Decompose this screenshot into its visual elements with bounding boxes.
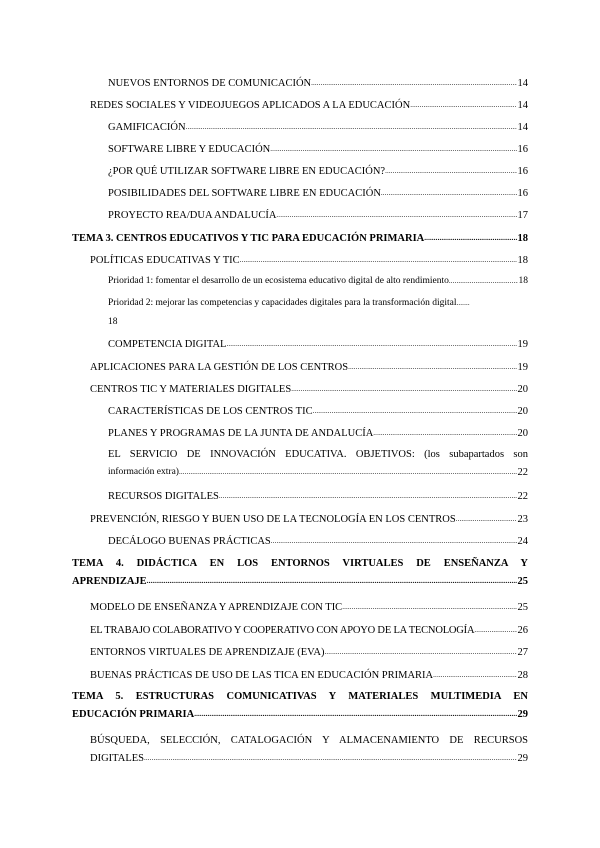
toc-page-number: 16	[517, 188, 528, 199]
toc-entry-title: ENTORNOS VIRTUALES DE APRENDIZAJE (EVA)	[90, 647, 325, 658]
toc-entry-title: Prioridad 2: mejorar las competencias y capacidades digitales para la transformación digital	[108, 298, 457, 308]
toc-page-number: 14	[517, 122, 528, 133]
toc-page-number: 29	[517, 709, 528, 720]
toc-entry-gamificacion[interactable]	[72, 120, 528, 134]
toc-page-number: 27	[517, 647, 528, 658]
toc-entry-servicio-innovacion[interactable]	[72, 448, 528, 479]
toc-leader-dots	[410, 98, 516, 112]
toc-leader-dots	[456, 512, 517, 526]
toc-leader-dots	[226, 337, 516, 351]
toc-entry-title: CARACTERÍSTICAS DE LOS CENTROS TIC	[108, 406, 313, 417]
toc-entry-title-line1: EL SERVICIO DE INNOVACIÓN EDUCATIVA. OBJETIVOS: (los subapartados son	[108, 449, 528, 460]
toc-entry-prioridad-2[interactable]	[72, 297, 528, 329]
toc-entry-planes-programas[interactable]	[72, 426, 528, 440]
toc-entry-buenas-practicas-tica[interactable]	[72, 668, 528, 682]
toc-entry-title: NUEVOS ENTORNOS DE COMUNICACIÓN	[108, 78, 312, 89]
toc-page-number: 25	[517, 602, 528, 613]
toc-entry-title: GAMIFICACIÓN	[108, 122, 186, 133]
toc-entry-por-que-software-libre[interactable]	[72, 164, 528, 178]
toc-leader-dots	[271, 534, 517, 548]
toc-leader-dots	[291, 382, 516, 396]
toc-page-number: 20	[517, 406, 528, 417]
toc-entry-posibilidades-software-libre[interactable]	[72, 186, 528, 200]
toc-page-number: 25	[517, 576, 528, 587]
toc-page-number: 22	[517, 467, 528, 478]
toc-entry-aplicaciones-gestion[interactable]	[72, 360, 528, 374]
toc-entry-title: DECÁLOGO BUENAS PRÁCTICAS	[108, 536, 271, 547]
toc-page-number: 16	[517, 166, 528, 177]
toc-leader-dots	[373, 426, 516, 440]
toc-leader-dots	[342, 600, 516, 614]
toc-page-number: 18	[108, 317, 118, 327]
toc-page-number: 14	[517, 78, 528, 89]
toc-leader-dots	[219, 489, 517, 503]
toc-page-number: 18	[517, 233, 528, 244]
toc-leader-dots	[270, 142, 516, 156]
toc-entry-tema-4[interactable]	[72, 557, 528, 588]
toc-entry-entornos-virtuales[interactable]	[72, 645, 528, 659]
toc-leader-dots	[424, 231, 516, 245]
toc-entry-decalogo[interactable]	[72, 534, 528, 548]
toc-leader-dots	[385, 164, 516, 178]
toc-entry-modelo-ensenanza[interactable]	[72, 600, 528, 614]
toc-entry-centros-tic[interactable]	[72, 382, 528, 396]
toc-entry-redes-sociales[interactable]	[72, 98, 528, 112]
toc-page-number: 22	[517, 491, 528, 502]
toc-entry-politicas-educativas[interactable]	[72, 253, 528, 267]
toc-leader-dots	[348, 360, 516, 374]
toc-page-number: 14	[517, 100, 528, 111]
toc-entry-title: Prioridad 1: fomentar el desarrollo de un ecosistema educativo digital de alto rendimiento	[108, 276, 449, 286]
toc-leader-dots	[456, 297, 470, 310]
toc-leader-dots	[474, 623, 516, 637]
toc-entry-nuevos-entornos[interactable]	[72, 76, 528, 90]
toc-entry-title: PLANES Y PROGRAMAS DE LA JUNTA DE ANDALUCÍA	[108, 428, 374, 439]
toc-page-number: 20	[517, 428, 528, 439]
toc-page-number: 29	[517, 753, 528, 764]
toc-leader-dots	[194, 707, 516, 721]
toc-leader-dots	[381, 186, 517, 200]
toc-entry-title-line1: TEMA 4. DIDÁCTICA EN LOS ENTORNOS VIRTUALES DE ENSEÑANZA Y	[72, 558, 528, 569]
toc-entry-title: TEMA 3. CENTROS EDUCATIVOS Y TIC PARA EDUCACIÓN PRIMARIA	[72, 233, 425, 244]
toc-entry-caracteristicas-centros[interactable]	[72, 404, 528, 418]
toc-page-number: 20	[517, 384, 528, 395]
toc-leader-dots	[324, 645, 516, 659]
toc-entry-software-libre[interactable]	[72, 142, 528, 156]
toc-page-number: 19	[517, 362, 528, 373]
toc-leader-dots	[179, 465, 517, 479]
toc-entry-title: POSIBILIDADES DEL SOFTWARE LIBRE EN EDUCACIÓN	[108, 188, 381, 199]
toc-entry-title: REDES SOCIALES Y VIDEOJUEGOS APLICADOS A LA EDUCACIÓN	[90, 100, 411, 111]
toc-entry-title: APLICACIONES PARA LA GESTIÓN DE LOS CENTROS	[90, 362, 349, 373]
toc-entry-title: POLÍTICAS EDUCATIVAS Y TIC	[90, 255, 240, 266]
toc-leader-dots	[311, 76, 516, 90]
toc-leader-dots	[276, 208, 516, 222]
toc-page-number: 19	[517, 339, 528, 350]
toc-leader-dots	[144, 751, 517, 765]
toc-entry-title: COMPETENCIA DIGITAL	[108, 339, 227, 350]
toc-entry-title: MODELO DE ENSEÑANZA Y APRENDIZAJE CON TIC	[90, 602, 343, 613]
toc-page-number: 17	[517, 210, 528, 221]
toc-leader-dots	[186, 120, 517, 134]
toc-entry-recursos-digitales[interactable]	[72, 489, 528, 503]
toc-entry-title: PROYECTO REA/DUA ANDALUCÍA	[108, 210, 277, 221]
toc-entry-title-line1: BÚSQUEDA, SELECCIÓN, CATALOGACIÓN Y ALMACENAMIENTO DE RECURSOS	[90, 735, 528, 746]
toc-leader-dots	[433, 668, 516, 682]
toc-entry-tema-5[interactable]	[72, 690, 528, 721]
toc-entry-prioridad-1[interactable]	[72, 275, 528, 288]
toc-entry-proyecto-rea-dua[interactable]	[72, 208, 528, 222]
toc-entry-title-line2: DIGITALES	[90, 753, 144, 764]
toc-entry-title: ¿POR QUÉ UTILIZAR SOFTWARE LIBRE EN EDUCACIÓN?	[108, 166, 386, 177]
toc-leader-dots	[313, 404, 517, 418]
toc-page-number: 24	[517, 536, 528, 547]
toc-entry-prevencion-riesgo[interactable]	[72, 512, 528, 526]
toc-entry-title: CENTROS TIC Y MATERIALES DIGITALES	[90, 384, 292, 395]
toc-page-number: 28	[517, 670, 528, 681]
toc-page-number: 26	[517, 625, 528, 636]
toc-entry-title: SOFTWARE LIBRE Y EDUCACIÓN	[108, 144, 271, 155]
toc-entry-competencia-digital[interactable]	[72, 337, 528, 351]
toc-page-number: 23	[517, 514, 528, 525]
toc-leader-dots	[147, 574, 517, 588]
toc-entry-tema-3[interactable]	[72, 231, 528, 245]
toc-entry-title-line1: TEMA 5. ESTRUCTURAS COMUNICATIVAS Y MATERIALES MULTIMEDIA EN	[72, 691, 528, 702]
toc-leader-dots	[240, 253, 517, 267]
toc-entry-title: RECURSOS DIGITALES	[108, 491, 219, 502]
toc-entry-title: PREVENCIÓN, RIESGO Y BUEN USO DE LA TECNOLOGÍA EN LOS CENTROS	[90, 514, 456, 525]
toc-page-number: 18	[517, 255, 528, 266]
toc-entry-busqueda-seleccion[interactable]	[72, 734, 528, 765]
toc-entry-title: BUENAS PRÁCTICAS DE USO DE LAS TICA EN EDUCACIÓN PRIMARIA	[90, 670, 434, 681]
toc-entry-title-line2: EDUCACIÓN PRIMARIA	[72, 709, 195, 720]
toc-page-number: 16	[517, 144, 528, 155]
toc-page-number: 18	[518, 276, 528, 286]
toc-leader-dots	[449, 275, 518, 288]
toc-entry-title-line2: APRENDIZAJE	[72, 576, 147, 587]
toc-entry-trabajo-colaborativo[interactable]	[72, 623, 528, 637]
toc-entry-title: EL TRABAJO COLABORATIVO Y COOPERATIVO CON APOYO DE LA TECNOLOGÍA	[90, 625, 475, 636]
toc-entry-title-line2: información extra)	[108, 467, 179, 477]
